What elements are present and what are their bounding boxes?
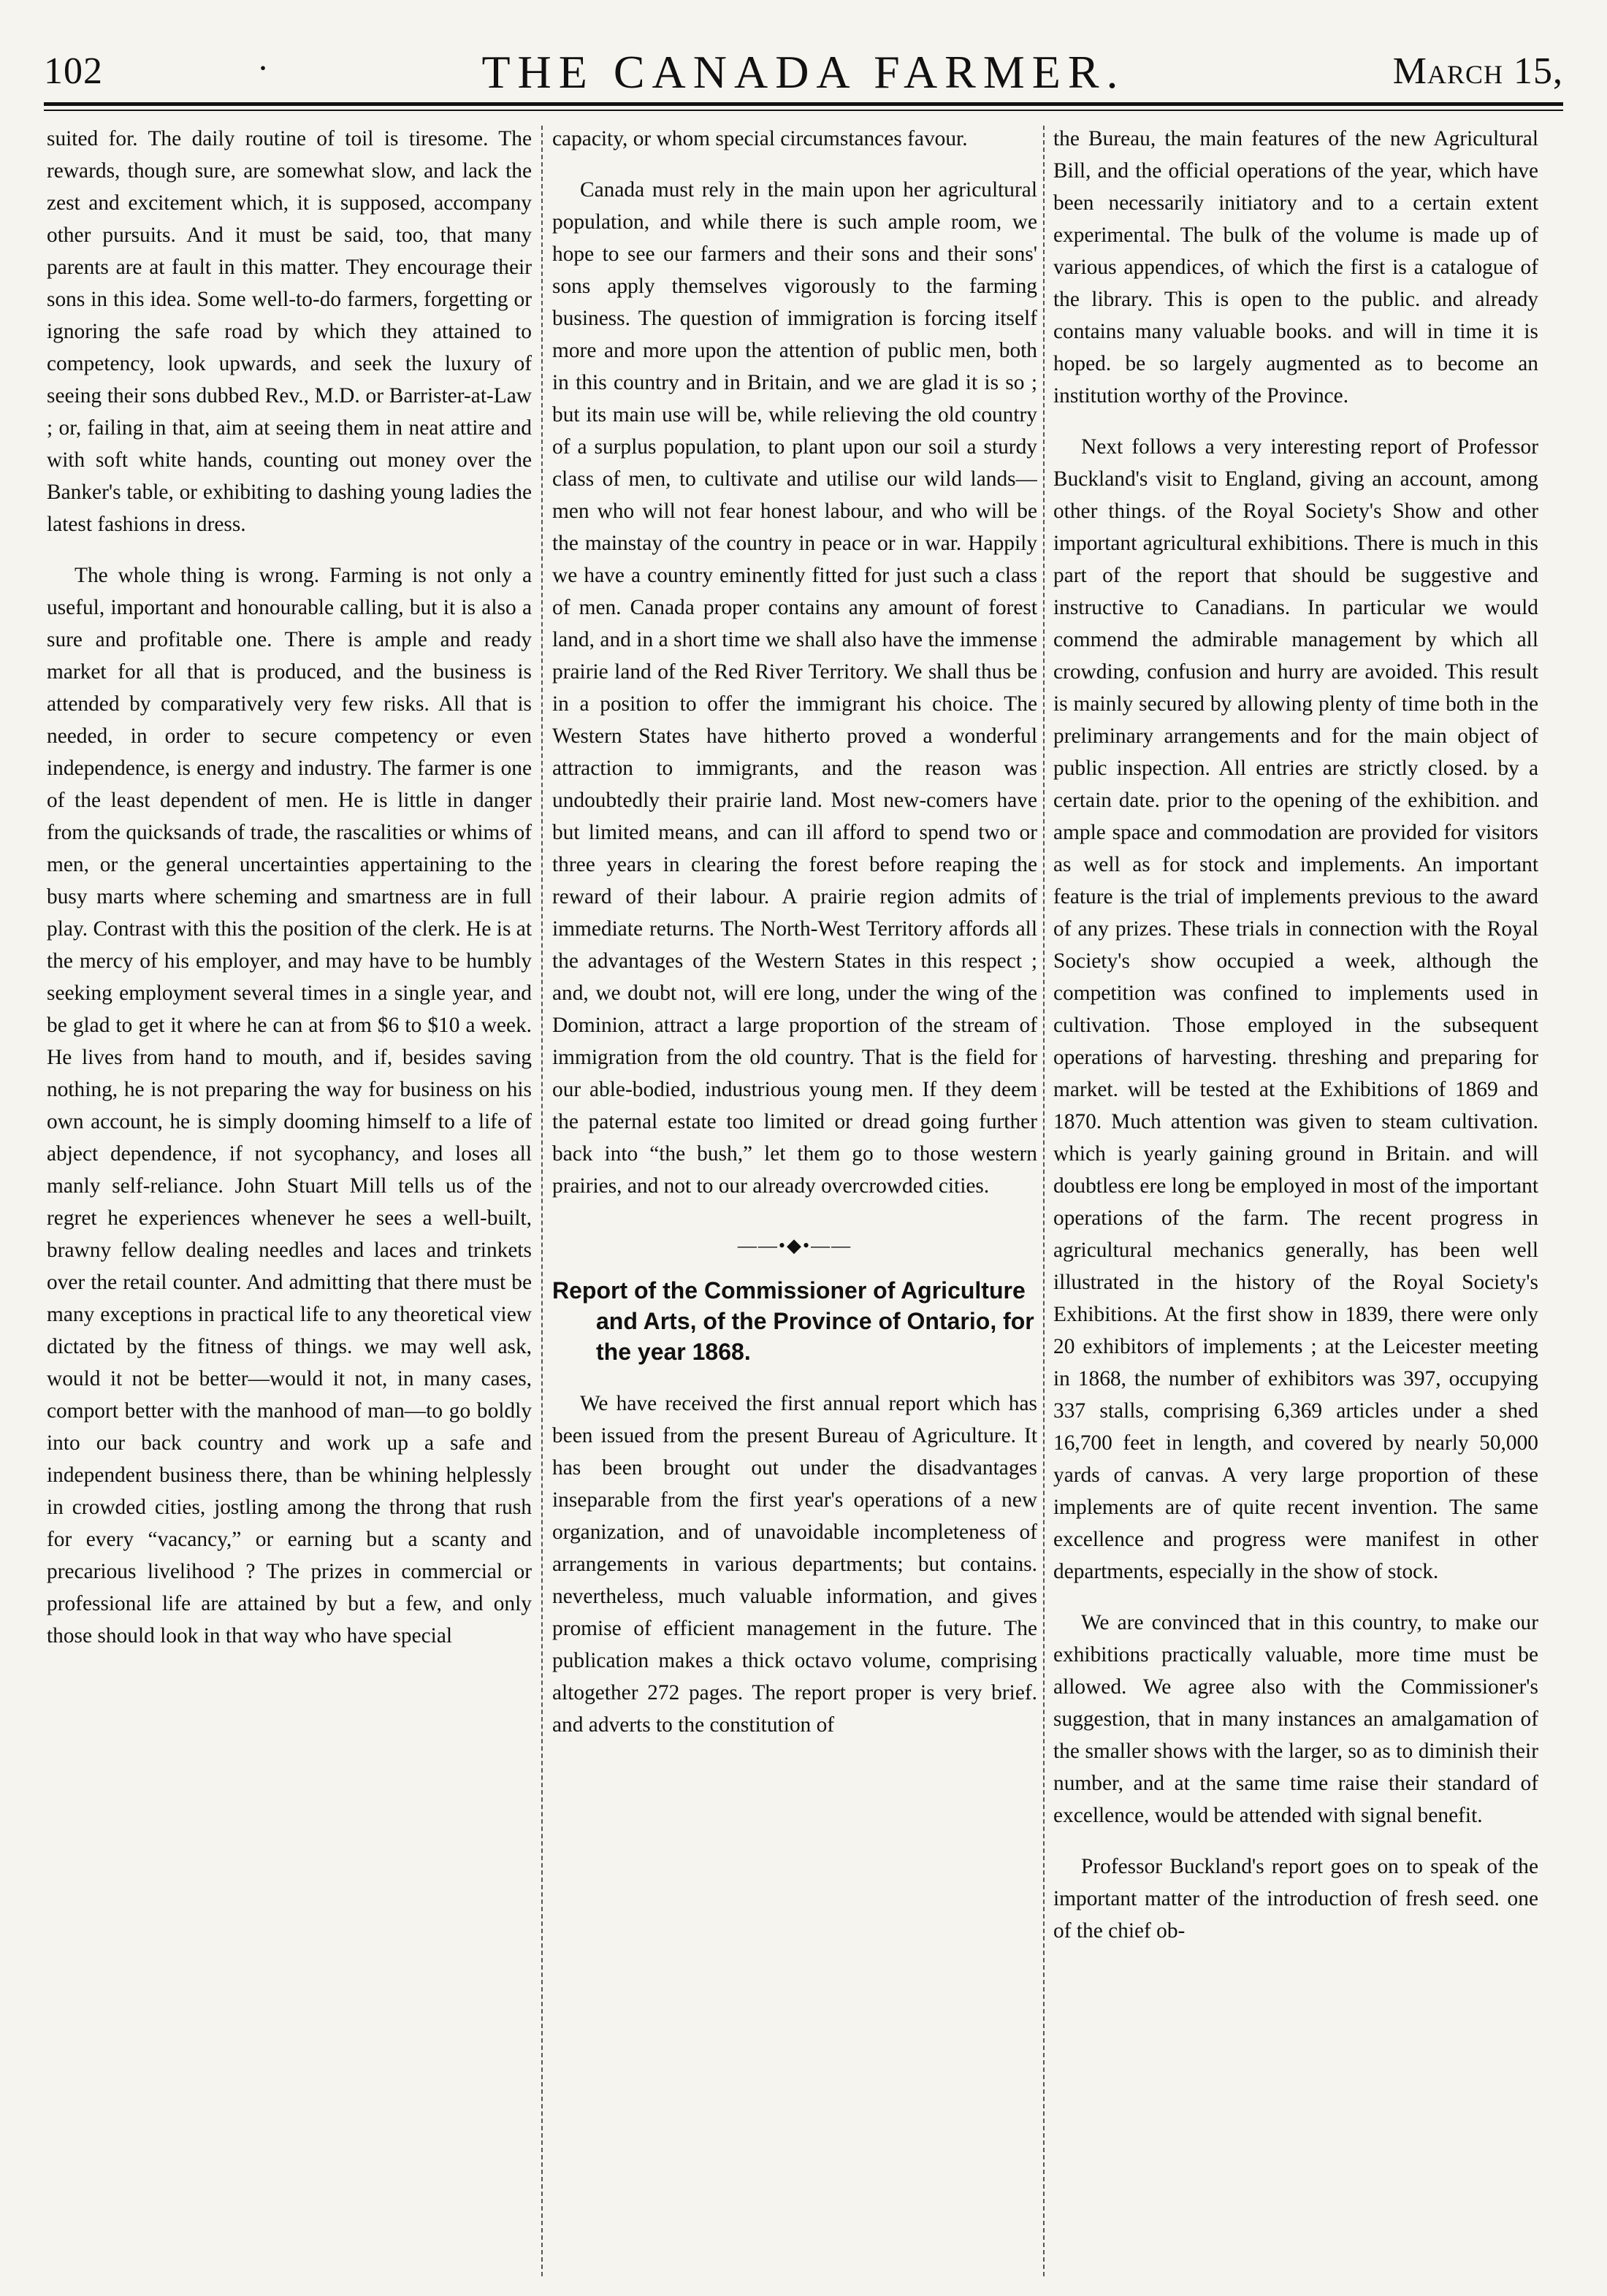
article-paragraph: the Bureau, the main features of the new Agricultural Bill, and the official operations of the year, which have been necessarily initiatory and to a certain extent experimental. The bulk of the volume is made up of various appendices, of which the first is a catalogue of the library. This is open to the public. and already contains many valuable books. and will in time it is hoped. be so largely augmented as to become an institution worthy of the Province. <box>1053 127 1538 407</box>
article-paragraph: suited for. The daily routine of toil is tiresome. The rewards, though sure, are somewhat slow, and lack the zest and excitement which, it is supposed, accompany other pursuits. And it must be said, too, that many parents are at fault in this matter. They encourage their sons in this idea. Some well-to-do farmers, forgetting or ignoring the safe road by which they attained to competency, look upwards, and seek the luxury of seeing their sons dubbed Rev., M.D. or Barrister-at-Law ; or, failing in that, aim at seeing them in neat attire and with soft white hands, counting out money over the Banker's table, or exhibiting to dashing young ladies the latest fashions in dress. <box>47 127 532 536</box>
article-paragraph: The whole thing is wrong. Farming is not only a useful, important and honourable calling, but it is also a sure and profitable one. There is ample and ready market for all that is produced, and the business is attended by comparatively very few risks. All that is needed, in order to secure competency or even independence, is energy and industry. The farmer is one of the least dependent of men. He is little in danger from the quicksands of trade, the rascalities or whims of men, or the general uncertainties appertaining to the busy marts where scheming and smartness are in full play. Contrast with this the position of the clerk. He is at the mercy of his employer, and may have to be humbly seeking employment several times in a single year, and be glad to get it where he can at from $6 to $10 a week. He lives from hand to mouth, and if, besides saving nothing, he is not preparing the way for business on his own account, he is simply dooming himself to a life of abject dependence, if not sycophancy, and loses all manly self-reliance. John Stuart Mill tells us of the regret he experiences whenever he sees a well-built, brawny fellow dealing needles and laces and trinkets over the retail counter. And admitting that there must be many exceptions in practical life to any theoretical view dictated by the fitness of things. we may well ask, would it not be better—would it not, in many cases, comport better with the manhood of man—to go boldly into our back country and work up a safe and independent business there, than be whining helplessly in crowded cities, jostling among the throng that rush for every “vacancy,” or earning but a scanty and precarious livelihood ? The prizes in commercial or professional life are attained by but a few, and only those should look in that way who have special <box>47 564 532 1648</box>
newspaper-title: THE CANADA FARMER. <box>481 46 1126 98</box>
article-paragraph: Next follows a very interesting report of Professor Buckland's visit to England, giving an account, among other things. of the Royal Society's Show and other important agricultural exhibitions. There is much in this part of the report that should be suggestive and instructive to Canadians. In particular we would commend the admirable management by which all crowding, confusion and hurry are avoided. This result is mainly secured by allowing plenty of time both in the preliminary arrangements and for the main object of public inspection. All entries are strictly closed. by a certain date. prior to the opening of the exhibition. and ample space and commodation are provided for visitors as well as for stock and implements. An important feature is the trial of implements previous to the award of any prizes. These trials in connection with the Royal Society's show occupied a week, although the competition was confined to implements used in cultivation. Those employed in the subsequent operations of harvesting. threshing and preparing for market. will be tested at the Exhibitions of 1869 and 1870. Much attention was given to steam cultivation. which is yearly gaining ground in Britain. and will doubtless ere long be employed in most of the important operations of the farm. The recent progress in agricultural mechanics generally, has been well illustrated in the history of the Royal Society's Exhibitions. At the first show in 1839, there were only 20 exhibitors of implements ; at the Leicester meeting in 1868, the number of exhibitors was 397, occupying 337 stalls, comprising 6,369 articles under a shed 16,700 feet in length, and covered by nearly 50,000 yards of canvas. A very large proportion of these implements are of quite recent invention. The same excellence and progress were manifest in other departments, especially in the show of stock. <box>1053 435 1538 1583</box>
article-paragraph: capacity, or whom special circumstances favour. <box>552 127 968 150</box>
masthead <box>44 45 1563 104</box>
header-rule-thin <box>44 110 1563 111</box>
column-3 <box>1053 123 1538 2277</box>
article-paragraph: Professor Buckland's report goes on to speak of the important matter of the introduction of fresh seed. one of the chief ob- <box>1053 1855 1538 1943</box>
report-paragraph: We have received the first annual report which has been issued from the present Bureau of Agriculture. It has been brought out under the disadvantages inseparable from the first year's operations of a new organization, and of unavoidable incompleteness of arrangements in various departments; but contains. nevertheless, much valuable information, and gives promise of efficient management in the future. The publication makes a thick octavo volume, comprising altogether 272 pages. The report proper is very brief. and adverts to the constitution of <box>552 1392 1037 1737</box>
page-number: 102 <box>44 50 103 92</box>
report-heading: Report of the Commissioner of Agriculture and Arts, of the Province of Ontario, for the year 1868. <box>552 1277 1034 1365</box>
header-rule-thick <box>44 102 1563 106</box>
column-2 <box>552 123 1037 2277</box>
section-divider-flourish: ——•◆•—— <box>737 1235 852 1256</box>
column-separator <box>1043 126 1045 2276</box>
issue-date: March 15, <box>1392 50 1563 92</box>
column-separator <box>541 126 543 2276</box>
column-1 <box>47 123 532 2277</box>
header-separator: · <box>257 49 269 88</box>
article-paragraph: We are convinced that in this country, to make our exhibitions practically valuable, more time must be allowed. We agree also with the Commissioner's suggestion, that in many instances an amalgamation of the smaller shows with the larger, so as to diminish their number, and at the same time raise their standard of excellence, would be attended with signal benefit. <box>1053 1611 1538 1827</box>
article-paragraph: Canada must rely in the main upon her agricultural population, and while there is such ample room, we hope to see our farmers and their sons and their sons' sons apply themselves vigorously to the farming business. The question of immigration is forcing itself more and more upon the attention of public men, both in this country and in Britain, and we are glad it is so ; but its main use will be, while relieving the old country of a surplus population, to plant upon our soil a sturdy class of men, to cultivate and utilise our wild lands—men who will not fear honest labour, and who will be the mainstay of the country in peace or in war. Happily we have a country eminently fitted for just such a class of men. Canada proper contains any amount of forest land, and in a short time we shall also have the immense prairie land of the Red River Territory. We shall thus be in a position to offer the immigrant his choice. The Western States have hitherto proved a wonderful attraction to immigrants, and the reason was undoubtedly their prairie land. Most new-comers have but limited means, and can ill afford to spend two or three years in clearing the forest before reaping the reward of their labour. A prairie region admits of immediate returns. The North-West Territory affords all the advantages of the Western States in this respect ; and, we doubt not, will ere long, under the wing of the Dominion, attract a large proportion of the stream of immigration from the old country. That is the field for our able-bodied, industrious young men. If they deem the paternal estate too limited or dread going further back into “the bush,” let them go to those western prairies, and not to our already overcrowded cities. <box>552 178 1037 1198</box>
